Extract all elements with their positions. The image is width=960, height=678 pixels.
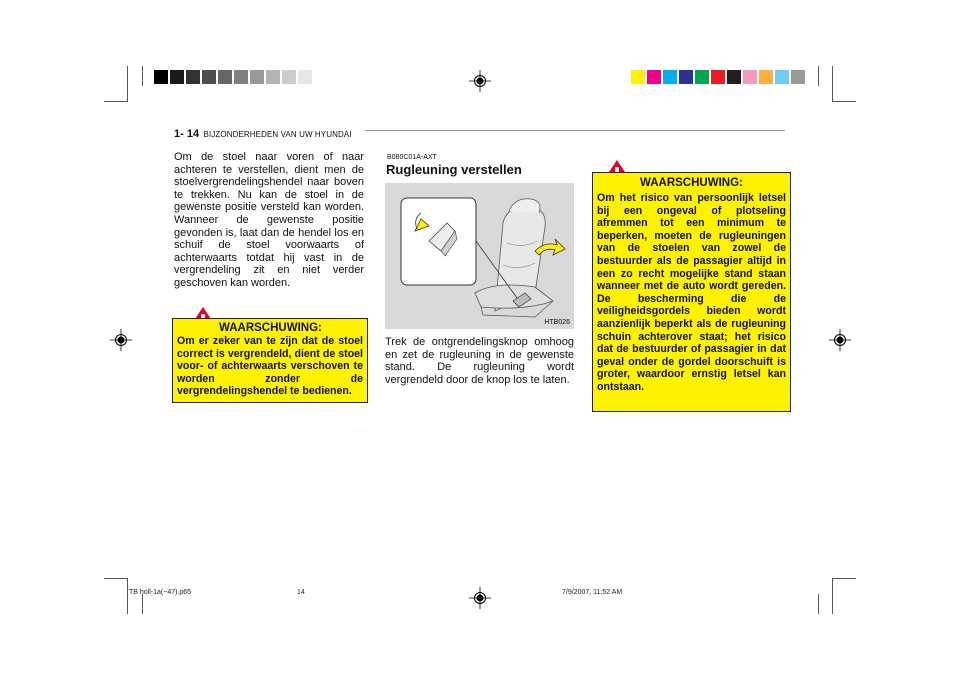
footer-file: TB holl-1a(~47).p65 xyxy=(129,589,192,596)
gray-swatch xyxy=(186,70,200,84)
gray-swatch xyxy=(218,70,232,84)
color-swatch xyxy=(743,70,757,84)
footer-page: 14 xyxy=(297,589,305,596)
color-swatch xyxy=(647,70,661,84)
gray-swatch xyxy=(250,70,264,84)
registration-mark-bottom xyxy=(469,587,491,609)
seat-illustration xyxy=(385,183,574,329)
gray-swatch xyxy=(202,70,216,84)
color-swatch xyxy=(663,70,677,84)
registration-mark-left xyxy=(110,329,132,351)
gray-swatch xyxy=(234,70,248,84)
page-header xyxy=(174,124,352,142)
warning-title: WAARSCHUWING: xyxy=(219,322,322,334)
gray-swatch xyxy=(170,70,184,84)
registration-mark-right xyxy=(829,329,851,351)
header-rule xyxy=(365,130,785,131)
color-swatch xyxy=(759,70,773,84)
color-swatch xyxy=(775,70,789,84)
gray-swatch xyxy=(298,70,312,84)
warning-title: WAARSCHUWING: xyxy=(640,177,743,189)
color-swatch xyxy=(695,70,709,84)
gray-swatch xyxy=(266,70,280,84)
page-number: 1- 14 xyxy=(174,128,200,140)
warning-box-right xyxy=(592,172,791,412)
color-swatch xyxy=(727,70,741,84)
seat-drawing xyxy=(385,183,574,329)
warning-text: Om er zeker van te zijn dat de stoel correct is vergrendeld, dient de stoel voor- of achterwaarts verschoven te worden zonder de vergrendelingshendel te bedienen. xyxy=(177,335,363,398)
registration-mark-top xyxy=(469,70,491,92)
left-paragraph: Om de stoel naar voren of naar achteren te verstellen, dient men de stoelvergrendelingshendel naar boven te trekken. Nu kan de stoel in de gewenste positie versteld kan worden. Wanneer de gewenste positie gevonden is, laat dan de hendel los en schuif de stoel voorwaarts of achterwaarts totdat hij vast in de vergrendeling zit en niet verder geschoven kan worden. xyxy=(174,151,364,289)
color-swatch xyxy=(711,70,725,84)
gray-swatch xyxy=(154,70,168,84)
color-swatch xyxy=(631,70,645,84)
gray-swatch xyxy=(282,70,296,84)
section-title: BIJZONDERHEDEN VAN UW HYUNDAI xyxy=(203,130,352,139)
section-heading: Rugleuning verstellen xyxy=(386,162,522,177)
footer-timestamp: 7/9/2007, 11:52 AM xyxy=(562,589,623,596)
color-swatch xyxy=(791,70,805,84)
section-code: B080C01A-AXT xyxy=(387,154,437,161)
warning-box-left xyxy=(172,318,368,403)
image-caption: HTB026 xyxy=(544,319,570,326)
color-swatch xyxy=(679,70,693,84)
warning-text: Om het risico van persoonlijk letsel bij een ongeval of plotseling afremmen tot een minimum te beperken, moeten de rugleuningen van de stoelen van zowel de bestuurder als de passagier altijd in een zo recht mogelijke stand staan wanneer met de auto wordt gereden. De bescherming die de veiligheidsgordels bieden wordt aanzienlijk beperkt als de rugleuning schuin achterover staat; het risico dat de bestuurder of passagier in dat geval onder de gordel doorschuift is groter, waardoor ernstig letsel kan ontstaan. xyxy=(597,192,786,393)
middle-paragraph: Trek de ontgrendelingsknop omhoog en zet de rugleuning in de gewenste stand. De rugleuning wordt vergrendeld door de knop los te laten. xyxy=(385,336,574,386)
